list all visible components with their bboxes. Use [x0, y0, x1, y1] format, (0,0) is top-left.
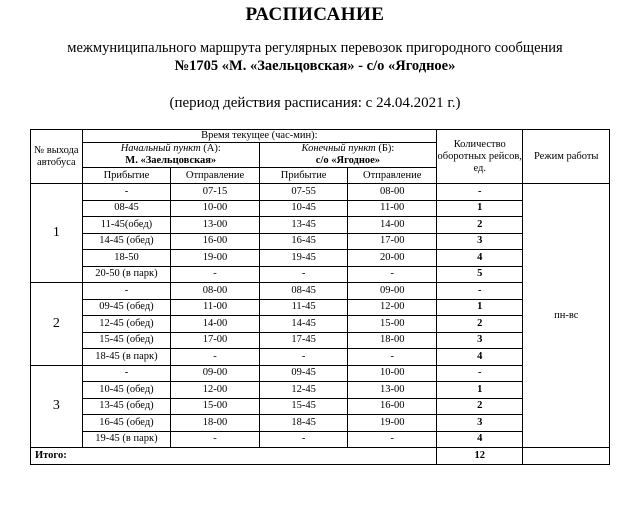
exit-number: 1	[31, 184, 83, 283]
end-arrival-cell: 12-45	[259, 382, 348, 399]
start-departure-cell: 17-00	[171, 332, 260, 349]
table-row	[31, 266, 610, 283]
start-departure-cell: 13-00	[171, 217, 260, 234]
trip-count-cell: 1	[437, 200, 523, 217]
end-arrival-cell: -	[259, 349, 348, 366]
table-row	[31, 233, 610, 250]
end-departure-cell: 13-00	[348, 382, 437, 399]
end-arrival-cell: 17-45	[259, 332, 348, 349]
table-row	[31, 250, 610, 267]
trip-count-cell: 1	[437, 299, 523, 316]
header-start-arrival: Прибытие	[82, 168, 171, 184]
start-departure-cell: -	[171, 431, 260, 448]
end-departure-cell: 11-00	[348, 200, 437, 217]
end-arrival-cell: 08-45	[259, 283, 348, 300]
header-end-point	[259, 143, 436, 168]
start-point-label: Начальный пункт	[120, 143, 201, 154]
trip-count-cell: 4	[437, 431, 523, 448]
start-arrival-cell: 16-45 (обед)	[82, 415, 171, 432]
start-departure-cell: 07-15	[171, 184, 260, 201]
end-arrival-cell: 15-45	[259, 398, 348, 415]
end-departure-cell: 08-00	[348, 184, 437, 201]
end-arrival-cell: 11-45	[259, 299, 348, 316]
end-arrival-cell: 19-45	[259, 250, 348, 267]
start-arrival-cell: 09-45 (обед)	[82, 299, 171, 316]
end-arrival-cell: 13-45	[259, 217, 348, 234]
route-name: №1705 «М. «Заельцовская» - с/о «Ягодное»	[174, 58, 456, 74]
trip-count-cell: 2	[437, 217, 523, 234]
table-row	[31, 299, 610, 316]
start-arrival-cell: 20-50 (в парк)	[82, 266, 171, 283]
start-arrival-cell: 10-45 (обед)	[82, 382, 171, 399]
table-row	[31, 332, 610, 349]
end-departure-cell: 16-00	[348, 398, 437, 415]
total-label: Итого:	[31, 448, 437, 465]
total-value: 12	[437, 448, 523, 465]
end-departure-cell: 09-00	[348, 283, 437, 300]
trip-count-cell: -	[437, 365, 523, 382]
schedule-table	[30, 129, 610, 465]
total-mode-empty	[523, 448, 610, 465]
start-arrival-cell: 15-45 (обед)	[82, 332, 171, 349]
header-time: Время текущее (час-мин):	[82, 130, 436, 143]
table-row	[31, 217, 610, 234]
table-row	[31, 200, 610, 217]
table-row	[31, 398, 610, 415]
end-departure-cell: 14-00	[348, 217, 437, 234]
end-departure-cell: 20-00	[348, 250, 437, 267]
start-departure-cell: 11-00	[171, 299, 260, 316]
operating-mode: пн-вс	[523, 184, 610, 448]
start-arrival-cell: -	[82, 365, 171, 382]
end-departure-cell: 12-00	[348, 299, 437, 316]
end-arrival-cell: 07-55	[259, 184, 348, 201]
table-row	[31, 184, 610, 201]
table-row	[31, 415, 610, 432]
end-arrival-cell: 10-45	[259, 200, 348, 217]
end-departure-cell: 15-00	[348, 316, 437, 333]
table-row	[31, 283, 610, 300]
header-end-arrival: Прибытие	[259, 168, 348, 184]
end-departure-cell: -	[348, 431, 437, 448]
start-arrival-cell: 18-45 (в парк)	[82, 349, 171, 366]
table-row	[31, 349, 610, 366]
table-row	[31, 431, 610, 448]
header-start-departure: Отправление	[171, 168, 260, 184]
start-departure-cell: 15-00	[171, 398, 260, 415]
start-arrival-cell: 08-45	[82, 200, 171, 217]
trip-count-cell: 2	[437, 398, 523, 415]
validity-period: (период действия расписания: с 24.04.2021 г.)	[169, 95, 461, 111]
table-row	[31, 316, 610, 333]
end-departure-cell: -	[348, 349, 437, 366]
header-mode: Режим работы	[523, 130, 610, 184]
end-point-label: Конечный пункт	[301, 143, 376, 154]
start-arrival-cell: 13-45 (обед)	[82, 398, 171, 415]
trip-count-cell: 2	[437, 316, 523, 333]
trip-count-cell: 5	[437, 266, 523, 283]
end-departure-cell: 17-00	[348, 233, 437, 250]
trip-count-cell: 3	[437, 233, 523, 250]
end-departure-cell: 10-00	[348, 365, 437, 382]
start-departure-cell: -	[171, 349, 260, 366]
start-departure-cell: 08-00	[171, 283, 260, 300]
start-departure-cell: 19-00	[171, 250, 260, 267]
start-departure-cell: 18-00	[171, 415, 260, 432]
header-exit: № выхода автобуса	[31, 130, 83, 184]
trip-count-cell: -	[437, 184, 523, 201]
trip-count-cell: 4	[437, 349, 523, 366]
end-point-code: (Б):	[375, 143, 395, 154]
header-end-departure: Отправление	[348, 168, 437, 184]
start-arrival-cell: 18-50	[82, 250, 171, 267]
start-departure-cell: 12-00	[171, 382, 260, 399]
end-arrival-cell: -	[259, 266, 348, 283]
trip-count-cell: 3	[437, 332, 523, 349]
end-arrival-cell: -	[259, 431, 348, 448]
table-row	[31, 382, 610, 399]
end-arrival-cell: 18-45	[259, 415, 348, 432]
total-row	[31, 448, 610, 465]
end-arrival-cell: 16-45	[259, 233, 348, 250]
start-departure-cell: 09-00	[171, 365, 260, 382]
header-start-point	[82, 143, 259, 168]
start-arrival-cell: -	[82, 184, 171, 201]
start-arrival-cell: -	[82, 283, 171, 300]
document-subtitle: межмуниципального маршрута регулярных перевозок пригородного сообщения	[67, 40, 563, 56]
start-arrival-cell: 11-45(обед)	[82, 217, 171, 234]
end-departure-cell: -	[348, 266, 437, 283]
trip-count-cell: 3	[437, 415, 523, 432]
header-count: Количество оборотных рейсов, ед.	[437, 130, 523, 184]
end-point-name: с/о «Ягодное»	[315, 155, 381, 166]
start-departure-cell: 10-00	[171, 200, 260, 217]
start-point-code: (А):	[200, 143, 221, 154]
end-departure-cell: 18-00	[348, 332, 437, 349]
start-arrival-cell: 19-45 (в парк)	[82, 431, 171, 448]
document-title: РАСПИСАНИЕ	[245, 4, 385, 25]
end-departure-cell: 19-00	[348, 415, 437, 432]
start-departure-cell: 16-00	[171, 233, 260, 250]
start-departure-cell: 14-00	[171, 316, 260, 333]
start-departure-cell: -	[171, 266, 260, 283]
start-point-name: М. «Заельцовская»	[125, 155, 217, 166]
start-arrival-cell: 12-45 (обед)	[82, 316, 171, 333]
end-arrival-cell: 09-45	[259, 365, 348, 382]
end-arrival-cell: 14-45	[259, 316, 348, 333]
trip-count-cell: -	[437, 283, 523, 300]
start-arrival-cell: 14-45 (обед)	[82, 233, 171, 250]
trip-count-cell: 1	[437, 382, 523, 399]
exit-number: 3	[31, 365, 83, 448]
trip-count-cell: 4	[437, 250, 523, 267]
table-row	[31, 365, 610, 382]
exit-number: 2	[31, 283, 83, 366]
